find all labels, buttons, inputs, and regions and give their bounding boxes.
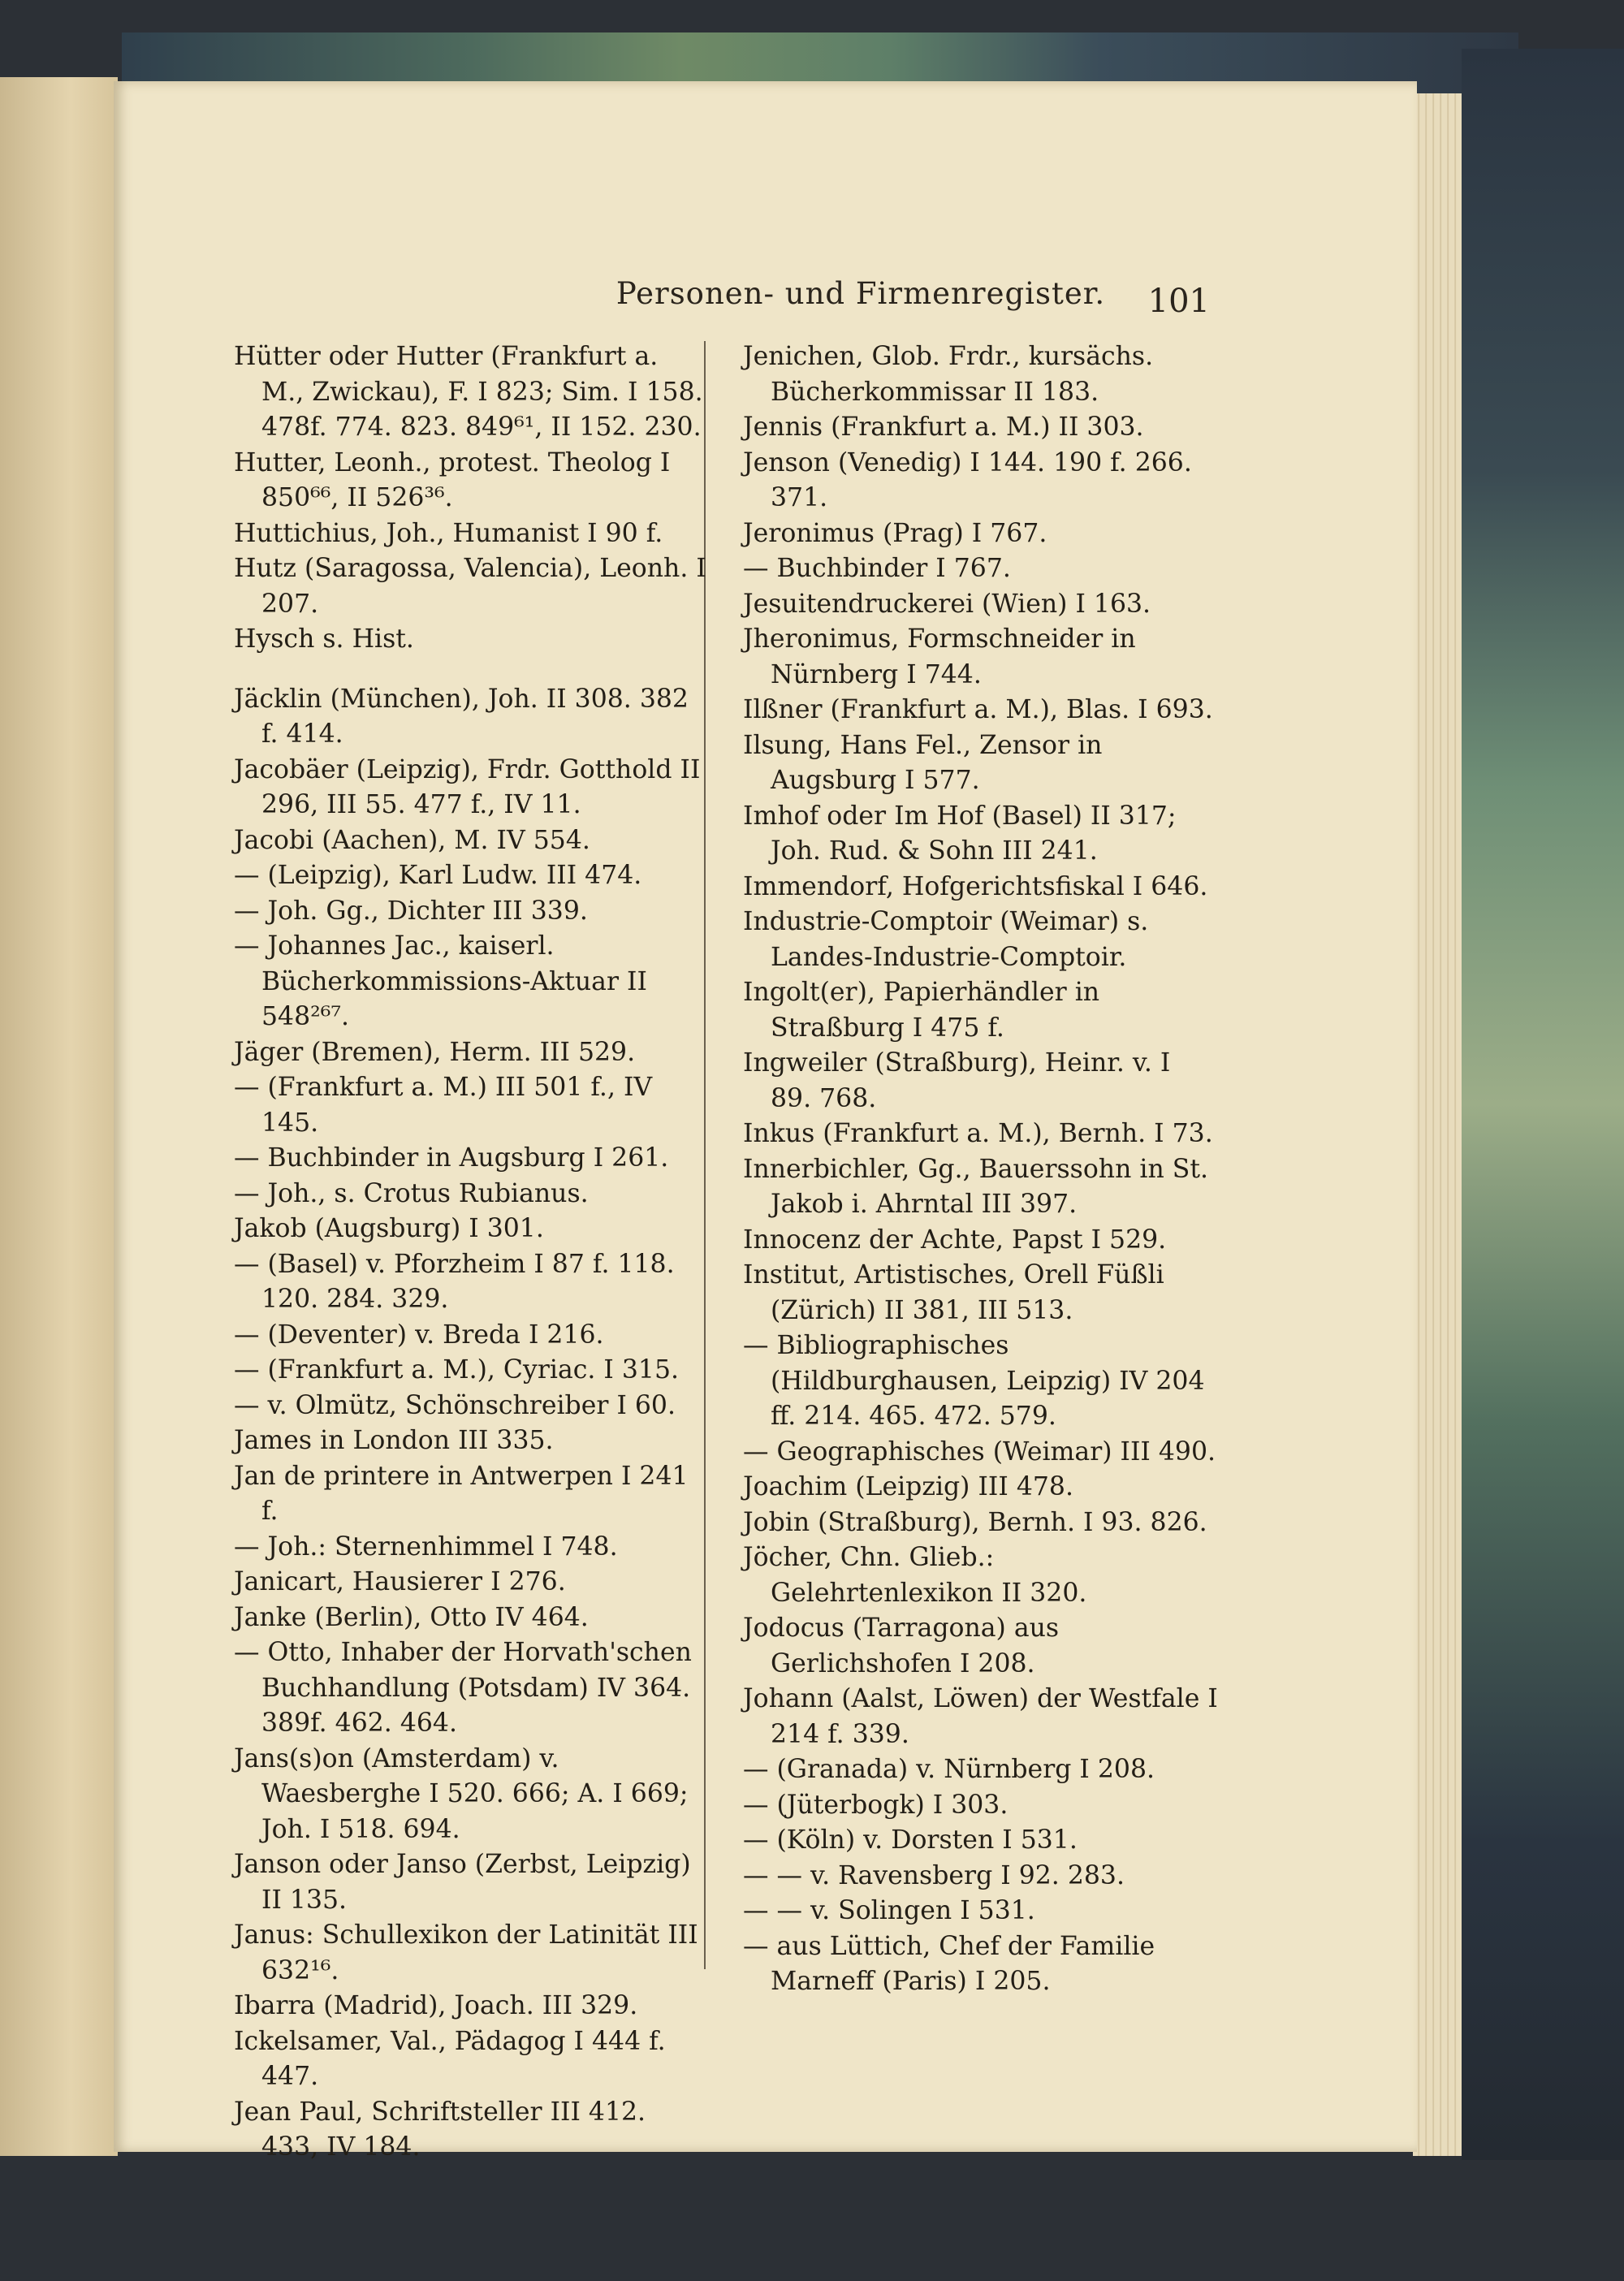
index-entry: Immendorf, Hofgerichtsfiskal I 646. bbox=[743, 871, 1208, 901]
index-entry: Innerbichler, Gg., Bauerssohn in St. Jakob i. Ahrntal III 397. bbox=[743, 1154, 1209, 1219]
index-entry: — (Deventer) v. Breda I 216. bbox=[234, 1320, 604, 1350]
index-entry: — (Frankfurt a. M.), Cyriac. I 315. bbox=[234, 1355, 680, 1385]
index-entry: — (Basel) v. Pforzheim I 87 f. 118. 120. 284. 329. bbox=[234, 1249, 675, 1314]
index-entry: — — v. Ravensberg I 92. 283. bbox=[743, 1860, 1125, 1890]
left-column bbox=[234, 339, 706, 2166]
index-entry: Jäger (Bremen), Herm. III 529. bbox=[234, 1037, 636, 1067]
index-entry: Ingweiler (Straßburg), Heinr. v. I 89. 768. bbox=[743, 1048, 1171, 1113]
running-header: Personen- und Firmenregister. bbox=[615, 276, 1106, 311]
index-entry: — Joh. Gg., Dichter III 339. bbox=[234, 896, 588, 926]
index-entry: Jacobi (Aachen), M. IV 554. bbox=[234, 825, 590, 855]
index-entry: Johann (Aalst, Löwen) der Westfale I 214 f. 339. bbox=[743, 1684, 1218, 1749]
book-cover-right bbox=[1462, 49, 1624, 2160]
index-entry: Huttichius, Joh., Humanist I 90 f. bbox=[234, 518, 663, 548]
index-entry: Jenichen, Glob. Frdr., kursächs. Bücherkommissar II 183. bbox=[743, 342, 1154, 407]
page-number: 101 bbox=[1147, 283, 1210, 320]
index-entry: Jobin (Straßburg), Bernh. I 93. 826. bbox=[743, 1507, 1207, 1537]
index-entry: James in London III 335. bbox=[234, 1426, 554, 1455]
index-entry: — Joh.: Sternenhimmel I 748. bbox=[234, 1531, 618, 1562]
index-entry: — Buchbinder in Augsburg I 261. bbox=[234, 1143, 669, 1173]
index-entry: Jodocus (Tarragona) aus Gerlichshofen I 208. bbox=[743, 1614, 1060, 1678]
index-entry: Jäcklin (München), Joh. II 308. 382 f. 414. bbox=[234, 684, 689, 749]
index-entry: Hysch s. Hist. bbox=[234, 624, 414, 654]
index-entry: Jöcher, Chn. Glieb.: Gelehrtenlexikon II 320. bbox=[743, 1543, 1087, 1608]
index-entry: Ickelsamer, Val., Pädagog I 444 f. 447. bbox=[234, 2026, 666, 2091]
section-gap bbox=[234, 658, 706, 682]
index-entry: Innocenz der Achte, Papst I 529. bbox=[743, 1225, 1167, 1255]
index-entry: Jakob (Augsburg) I 301. bbox=[234, 1214, 544, 1243]
index-entry: Jeronimus (Prag) I 767. bbox=[743, 518, 1047, 548]
index-entry: — v. Olmütz, Schönschreiber I 60. bbox=[234, 1390, 676, 1420]
index-entry: Jenson (Venedig) I 144. 190 f. 266. 371. bbox=[743, 447, 1192, 512]
right-column bbox=[743, 339, 1218, 2000]
index-entry: Joachim (Leipzig) III 478. bbox=[743, 1472, 1073, 1501]
index-entry: — — v. Solingen I 531. bbox=[743, 1896, 1035, 1925]
index-entry: — (Granada) v. Nürnberg I 208. bbox=[743, 1755, 1155, 1784]
index-entry: — (Jüterbogk) I 303. bbox=[743, 1790, 1009, 1820]
index-entry: Hutz (Saragossa, Valencia), Leonh. I 207. bbox=[234, 554, 706, 619]
index-entry: Inkus (Frankfurt a. M.), Bernh. I 73. bbox=[743, 1119, 1213, 1148]
index-entry: Jean Paul, Schriftsteller III 412. 433, IV 184. bbox=[234, 2097, 646, 2162]
index-entry: Industrie-Comptoir (Weimar) s. Landes-Industrie-Comptoir. bbox=[743, 907, 1149, 972]
index-entry: — aus Lüttich, Chef der Familie Marneff (Paris) I 205. bbox=[743, 1931, 1155, 1996]
page-stack-edges bbox=[1413, 93, 1462, 2156]
index-entry: Jacobäer (Leipzig), Frdr. Gotthold II 296, III 55. 477 f., IV 11. bbox=[234, 754, 701, 819]
index-entry: Janke (Berlin), Otto IV 464. bbox=[234, 1602, 589, 1632]
index-entry: — Geographisches (Weimar) III 490. bbox=[743, 1436, 1216, 1467]
index-entry: Imhof oder Im Hof (Basel) II 317; Joh. Rud. & Sohn III 241. bbox=[743, 801, 1177, 866]
index-entry: Institut, Artistisches, Orell Füßli (Zürich) II 381, III 513. bbox=[743, 1260, 1164, 1325]
index-entry: Ingolt(er), Papierhändler in Straßburg I 475 f. bbox=[743, 978, 1100, 1043]
index-entry: Jennis (Frankfurt a. M.) II 303. bbox=[743, 413, 1144, 442]
index-entry: Janson oder Janso (Zerbst, Leipzig) II 135. bbox=[234, 1850, 691, 1915]
index-entry: — Johannes Jac., kaiserl. Bücherkommissions-Aktuar II 548²⁶⁷. bbox=[234, 931, 647, 1031]
index-entry: — (Frankfurt a. M.) III 501 f., IV 145. bbox=[234, 1073, 653, 1138]
index-entry: — (Leipzig), Karl Ludw. III 474. bbox=[234, 861, 642, 890]
index-entry: — Buchbinder I 767. bbox=[743, 554, 1011, 583]
index-entry: — Bibliographisches (Hildburghausen, Leipzig) IV 204 ff. 214. 465. 472. 579. bbox=[743, 1331, 1205, 1431]
facing-page-edge bbox=[0, 77, 118, 2156]
index-entry: Ibarra (Madrid), Joach. III 329. bbox=[234, 1991, 638, 2020]
index-entry: Hütter oder Hutter (Frankfurt a. M., Zwickau), F. I 823; Sim. I 158. 478f. 774. 823. 849⁶¹, II 152. 230. bbox=[234, 342, 703, 442]
index-entry: — (Köln) v. Dorsten I 531. bbox=[743, 1825, 1078, 1855]
index-entry: Ilsung, Hans Fel., Zensor in Augsburg I 577. bbox=[743, 730, 1103, 795]
index-entry: Hutter, Leonh., protest. Theolog I 850⁶⁶, II 526³⁶. bbox=[234, 447, 671, 512]
index-entry: Jan de printere in Antwerpen I 241 f. bbox=[234, 1461, 689, 1526]
index-entry: Janus: Schullexikon der Latinität III 632¹⁶. bbox=[234, 1920, 698, 1985]
index-entry: — Joh., s. Crotus Rubianus. bbox=[234, 1178, 589, 1208]
index-entry: Jheronimus, Formschneider in Nürnberg I 744. bbox=[743, 624, 1136, 689]
index-entry: Jesuitendruckerei (Wien) I 163. bbox=[743, 589, 1151, 619]
index-entry: Jans(s)on (Amsterdam) v. Waesberghe I 520. 666; A. I 669; Joh. I 518. 694. bbox=[234, 1743, 689, 1844]
index-entry: Janicart, Hausierer I 276. bbox=[234, 1567, 566, 1596]
index-entry: — Otto, Inhaber der Horvath'schen Buchhandlung (Potsdam) IV 364. 389f. 462. 464. bbox=[234, 1638, 692, 1738]
index-entry: Ilßner (Frankfurt a. M.), Blas. I 693. bbox=[743, 695, 1213, 724]
